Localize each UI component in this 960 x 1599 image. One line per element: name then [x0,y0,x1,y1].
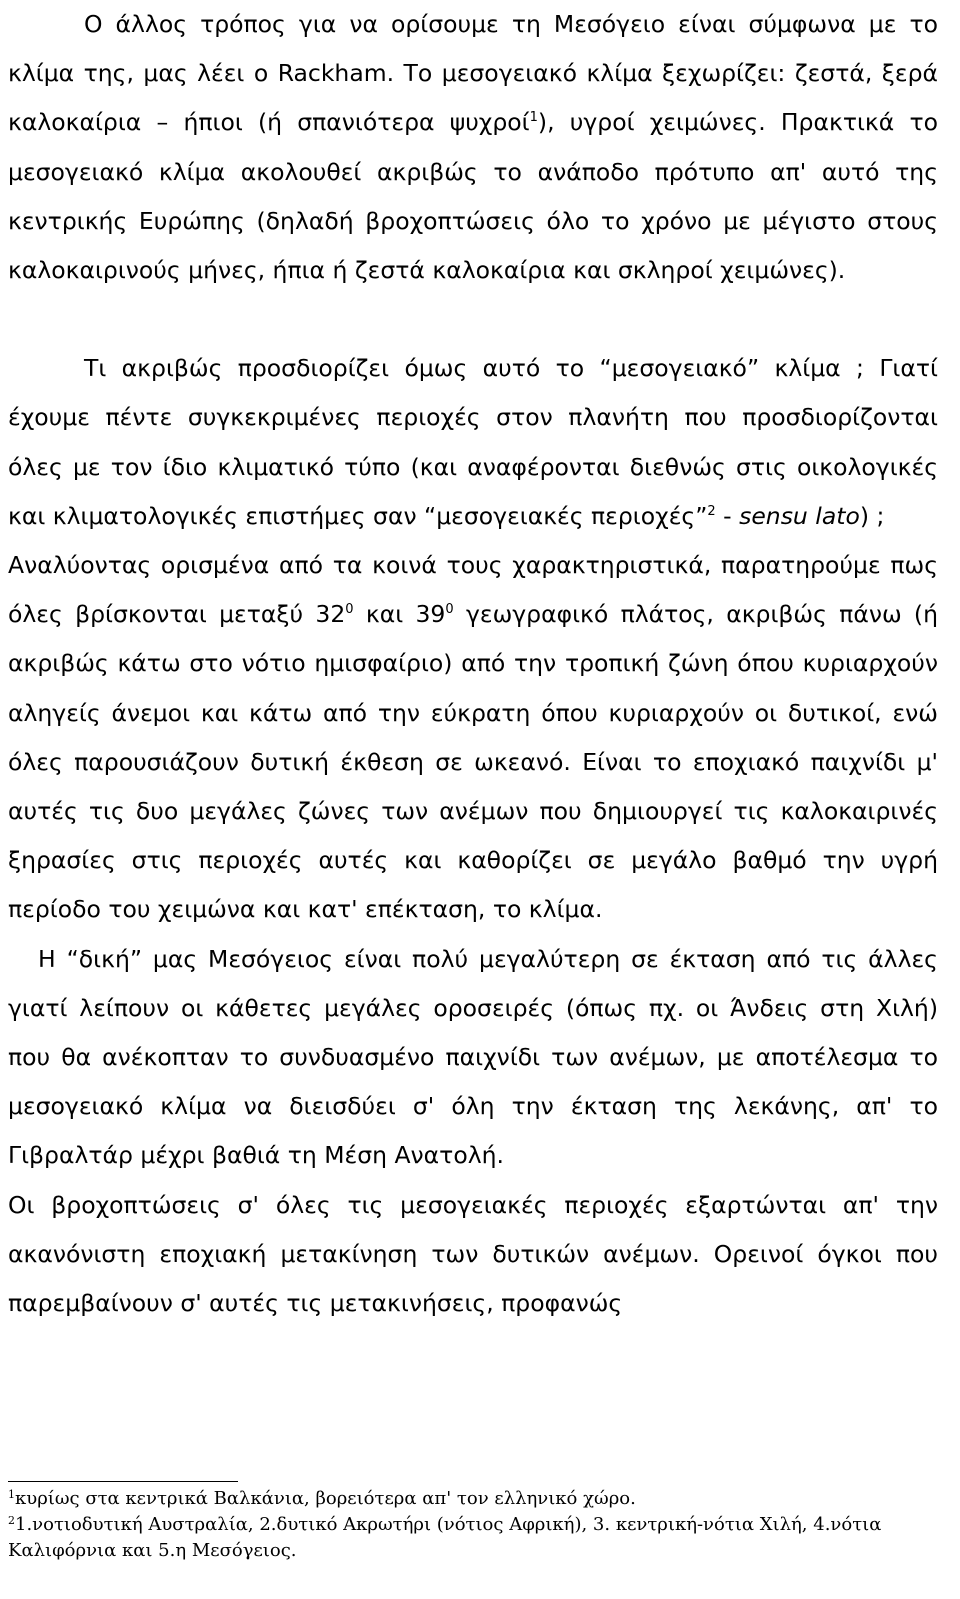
paragraph-5 [8,1181,938,1329]
paragraph-1-text-b: ), υγροί χειμώνες. Πρακτικά το μεσογειακό κλίμα ακολουθεί ακριβώς το ανάποδο πρότυπο απ' αυτό της κεντρικής Ευρώπης (δηλαδή βροχοπτώσεις όλο το χρόνο με μέγιστο στους καλοκαιρινούς μήνες, ήπια ή ζεστά καλοκαίρια και σκληροί χειμώνες). [8,108,938,285]
paragraph-2-text-d: ) ; [859,501,885,530]
footnote-2-mark: 2 [8,1514,15,1527]
paragraph-2 [8,344,938,541]
paragraph-2-text-c: - [715,501,740,530]
paragraph-2-text-a: Τι ακριβώς προσδιορίζει όμως αυτό το [84,354,600,383]
paragraph-3-text-a: Αναλύοντας ορισμένα από τα κοινά τους χαρακτηριστικά, παρατηρούμε πως όλες βρίσκονται μεταξύ 32 [8,551,938,629]
degree-mark-1: 0 [345,602,354,618]
paragraph-4-text-b: μας Μεσόγειος είναι πολύ μεγαλύτερη σε έκταση από τις άλλες γιατί λείπουν οι κάθετες μεγάλες οροσειρές (όπως πχ. οι Άνδεις στη Χιλή) που θα ανέκοπταν το συνδυασμένο παιχνίδι των ανέμων, με αποτέλεσμα το μεσογειακό κλίμα να διεισδύει σ' όλη την έκταση της λεκάνης, απ' το Γιβραλτάρ μέχρι βαθιά τη Μέση Ανατολή. [8,944,938,1170]
paragraph-4-text-a: Η [38,944,67,973]
footnote-separator [8,1481,238,1482]
paragraph-3 [8,541,938,935]
footnote-1-mark: 1 [8,1488,15,1501]
paragraph-5-text: Οι βροχοπτώσεις σ' όλες τις μεσογειακές περιοχές εξαρτώνται απ' την ακανόνιστη εποχιακή μετακίνηση των δυτικών ανέμων. Ορεινοί όγκοι που παρεμβαίνουν σ' αυτές τις μετακινήσεις, προφανώς [8,1190,938,1318]
footnote-2 [8,1512,938,1564]
degree-mark-2: 0 [445,602,454,618]
footnote-2-text: 1.νοτιοδυτική Αυστραλία, 2.δυτικό Ακρωτήρι (νότιος Αφρική), 3. κεντρική-νότια Χιλή, 4.νότια Καλιφόρνια και 5.η Μεσόγειος. [8,1514,882,1561]
quoted-term-diki: “ δική ” [67,945,142,973]
body-text [8,0,938,1328]
footnote-ref-2: 2 [707,503,716,519]
paragraph-3-text-b: και 39 [353,600,446,629]
italic-term-sensu-lato: sensu lato [739,501,860,530]
quoted-term-mesogeiakes-perioxes: “ μεσογειακές περιοχές ” [424,502,707,530]
footnote-1-text: κυρίως στα κεντρικά Βαλκάνια, βορειότερα απ' τον ελληνικό χώρο. [15,1488,636,1509]
paragraph-3-text-c: γεωγραφικό πλάτος, ακριβώς πάνω (ή ακριβώς κάτω στο νότιο ημισφαίριο) από την τροπική ζώνη όπου κυριαρχούν αληγείς άνεμοι και κάτω από την εύκρατη όπου κυριαρχούν οι δυτικοί, ενώ όλες παρουσιάζουν δυτική έκθεση σε ωκεανό. Είναι το εποχιακό παιχνίδι μ' αυτές τις δυο μεγάλες ζώνες των ανέμων που δημιουργεί τις καλοκαιρινές ξηρασίες στις περιοχές αυτές και καθορίζει σε μεγάλο βαθμό την υγρή περίοδο του χειμώνα και κατ' επέκταση, το κλίμα. [8,600,938,924]
quoted-term-mesogeiako: “ μεσογειακό ” [600,354,760,382]
paragraph-2-text-b: κλίμα ; Γιατί έχουμε πέντε συγκεκριμένες περιοχές στον πλανήτη που προσδιορίζονται όλες με τον ίδιο κλιματικό τύπο (και αναφέρονται διεθνώς στις οικολογικές και κλιματολογικές επιστήμες σαν [8,354,938,530]
footnotes [8,1486,938,1564]
paragraph-1-text-a: Ο άλλος τρόπος για να ορίσουμε τη Μεσόγειο είναι σύμφωνα με το κλίμα της, μας λέει ο Rackham. Το μεσογειακό κλίμα ξεχωρίζει: ζεστά, ξερά καλοκαίρια – ήπιοι (ή σπανιότερα ψυχροί [8,10,938,137]
paragraph-1 [8,0,938,295]
footnote-1 [8,1486,938,1512]
footnote-ref-1: 1 [529,110,538,126]
paragraph-4 [8,935,938,1181]
